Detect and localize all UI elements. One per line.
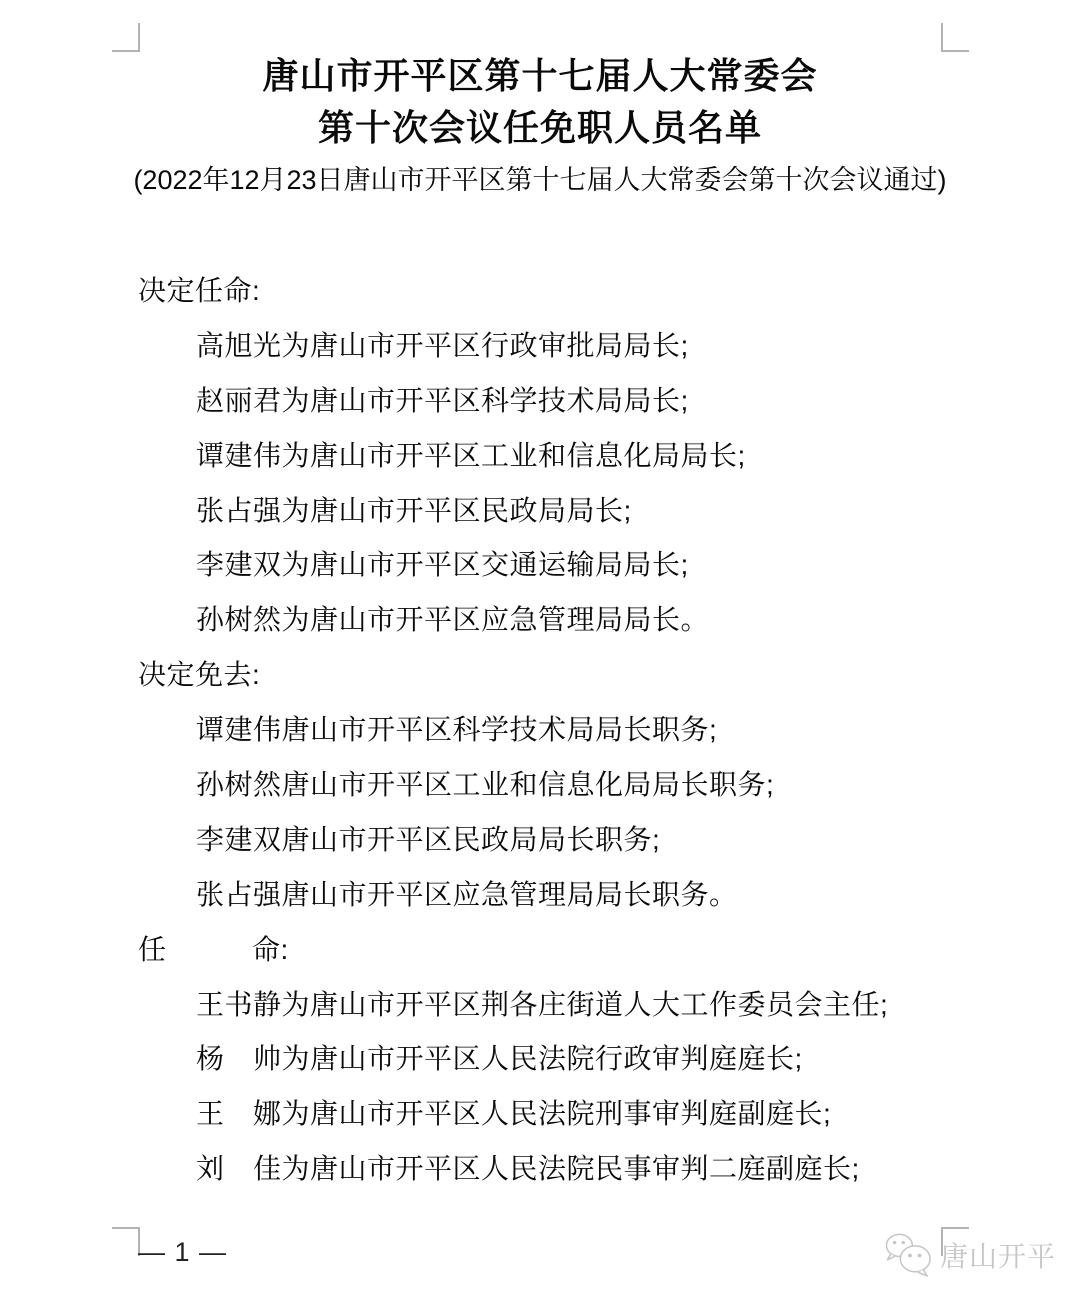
crop-mark-top-right <box>941 23 969 52</box>
crop-mark-bottom-left <box>112 1227 140 1256</box>
document-line: 李建双唐山市开平区民政局局长职务; <box>196 823 661 855</box>
document-line: 李建双为唐山市开平区交通运输局局长; <box>196 549 689 581</box>
document-line: 刘 佳为唐山市开平区人民法院民事审判二庭副庭长; <box>196 1153 860 1185</box>
document-line: 张占强为唐山市开平区民政局局长; <box>196 494 632 526</box>
wechat-icon <box>884 1232 934 1278</box>
document-line: 谭建伟为唐山市开平区工业和信息化局局长; <box>196 439 746 471</box>
section-header-designations: 任 命: <box>138 933 289 965</box>
section-header-dismissals: 决定免去: <box>138 659 261 691</box>
document-body <box>138 264 998 1197</box>
document-line: 杨 帅为唐山市开平区人民法院行政审判庭庭长; <box>196 1043 803 1075</box>
document-line: 张占强唐山市开平区应急管理局局长职务。 <box>196 878 738 910</box>
document-title-line1: 唐山市开平区第十七届人大常委会 <box>262 55 818 96</box>
watermark <box>884 1232 1056 1278</box>
watermark-label: 唐山开平 <box>940 1241 1057 1272</box>
document-line: 孙树然唐山市开平区工业和信息化局局长职务; <box>196 769 775 801</box>
crop-mark-top-left <box>112 23 140 52</box>
document-line: 赵丽君为唐山市开平区科学技术局局长; <box>196 384 689 416</box>
document-line: 高旭光为唐山市开平区行政审批局局长; <box>196 329 689 361</box>
document-title-line2: 第十次会议任免职人员名单 <box>317 107 762 148</box>
document-line: 谭建伟唐山市开平区科学技术局局长职务; <box>196 714 718 746</box>
document-title <box>0 50 1080 154</box>
document-line: 孙树然为唐山市开平区应急管理局局长。 <box>196 604 710 636</box>
page-number: — 1 — <box>138 1237 228 1267</box>
section-header-appointments: 决定任命: <box>138 275 261 306</box>
document-line: 王书静为唐山市开平区荆各庄街道人大工作委员会主任; <box>196 988 889 1020</box>
document-line: 王 娜为唐山市开平区人民法院刑事审判庭副庭长; <box>196 1098 832 1130</box>
document-subtitle: (2022年12月23日唐山市开平区第十七届人大常委会第十次会议通过) <box>133 165 947 195</box>
